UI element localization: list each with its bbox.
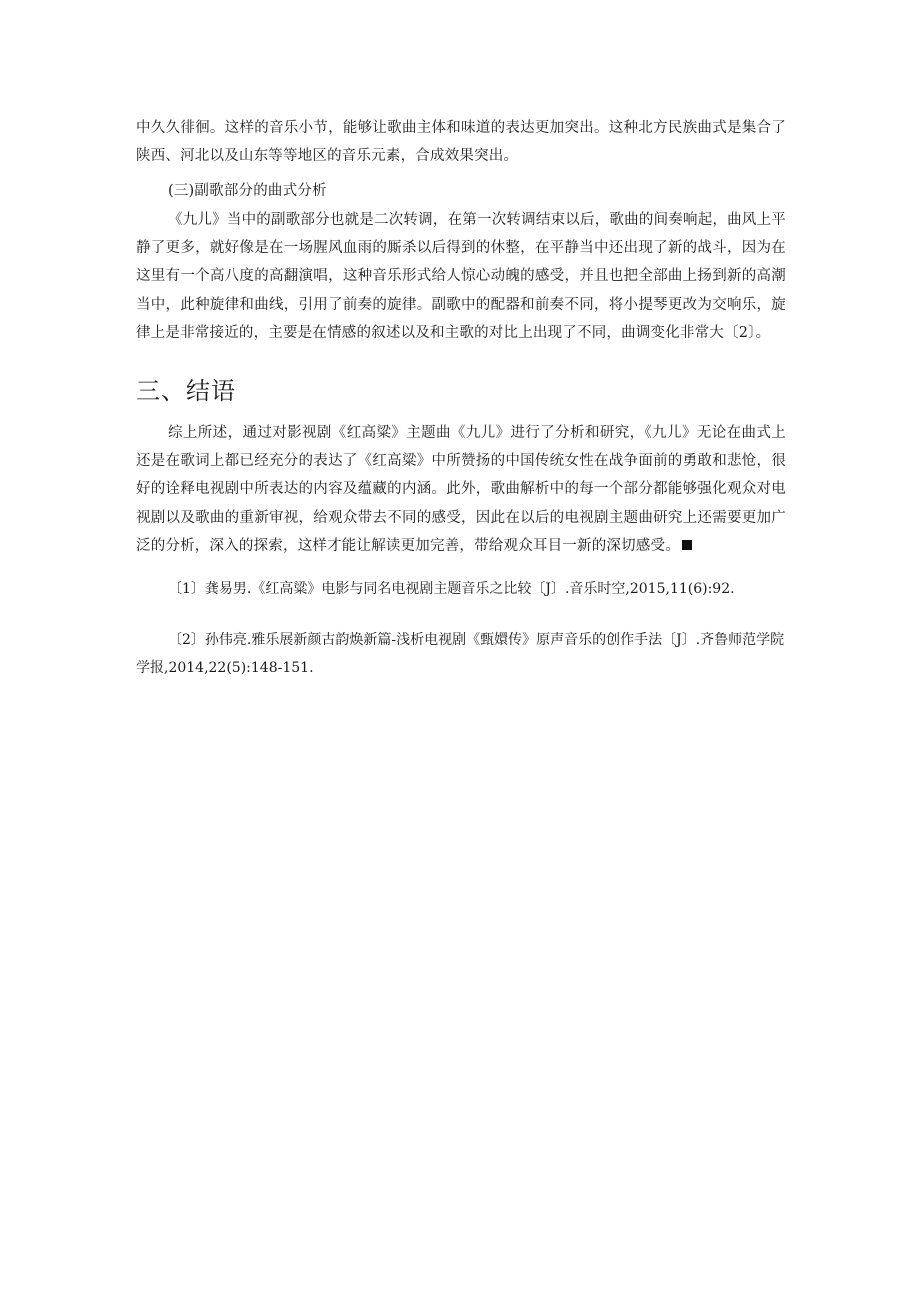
reference-item: 〔1〕龚易男.《红高粱》电影与同名电视剧主题音乐之比较〔J〕.音乐时空,2015,11(6):92. xyxy=(168,581,735,597)
conclusion-text: 综上所述，通过对影视剧《红高粱》主题曲《九儿》进行了分析和研究，《九儿》无论在曲式上还是在歌词上都已经充分的表达了《红高粱》中所赞扬的中国传统女性在战争面前的勇敢和悲怆，很好的诠释电视剧中所表达的内容及蕴藏的内涵。此外，歌曲解析中的每一个部分都能够强化观众对电视剧以及歌曲的重新审视，给观众带去不同的感受，因此在以后的电视剧主题曲研究上还需要更加广泛的分析，深入的探索，这样才能让解读更加完善，带给观众耳目一新的深切感受。 xyxy=(136,425,786,554)
conclusion-heading: 三、结语 xyxy=(136,377,236,405)
reference-item: 〔2〕孙伟亮.雅乐展新颜古韵焕新篇-浅析电视剧《甄嬛传》原声音乐的创作手法〔J〕.齐鲁师范学院学报,2014,22(5):148-151. xyxy=(136,632,785,676)
continuation-paragraph: 中久久徘徊。这样的音乐小节，能够让歌曲主体和味道的表达更加突出。这种北方民族曲式是集合了陕西、河北以及山东等等地区的音乐元素，合成效果突出。 xyxy=(136,120,786,165)
end-of-article-square-icon xyxy=(682,540,692,550)
chorus-analysis-subheading: (三)副歌部分的曲式分析 xyxy=(168,183,327,199)
conclusion-paragraph xyxy=(136,419,786,560)
chorus-analysis-paragraph: 《九儿》当中的副歌部分也就是二次转调，在第一次转调结束以后，歌曲的间奏响起，曲风上平静了更多，就好像是在一场腥风血雨的厮杀以后得到的休整，在平静当中还出现了新的战斗，因为在这里有一个高八度的高翻演唱，这种音乐形式给人惊心动魄的感受，并且也把全部曲上扬到新的高潮当中，此种旋律和曲线，引用了前奏的旋律。副歌中的配器和前奏不同，将小提琴更改为交响乐，旋律上是非常接近的，主要是在情感的叙述以及和主歌的对比上出现了不同，曲调变化非常大〔2〕。 xyxy=(136,212,786,341)
